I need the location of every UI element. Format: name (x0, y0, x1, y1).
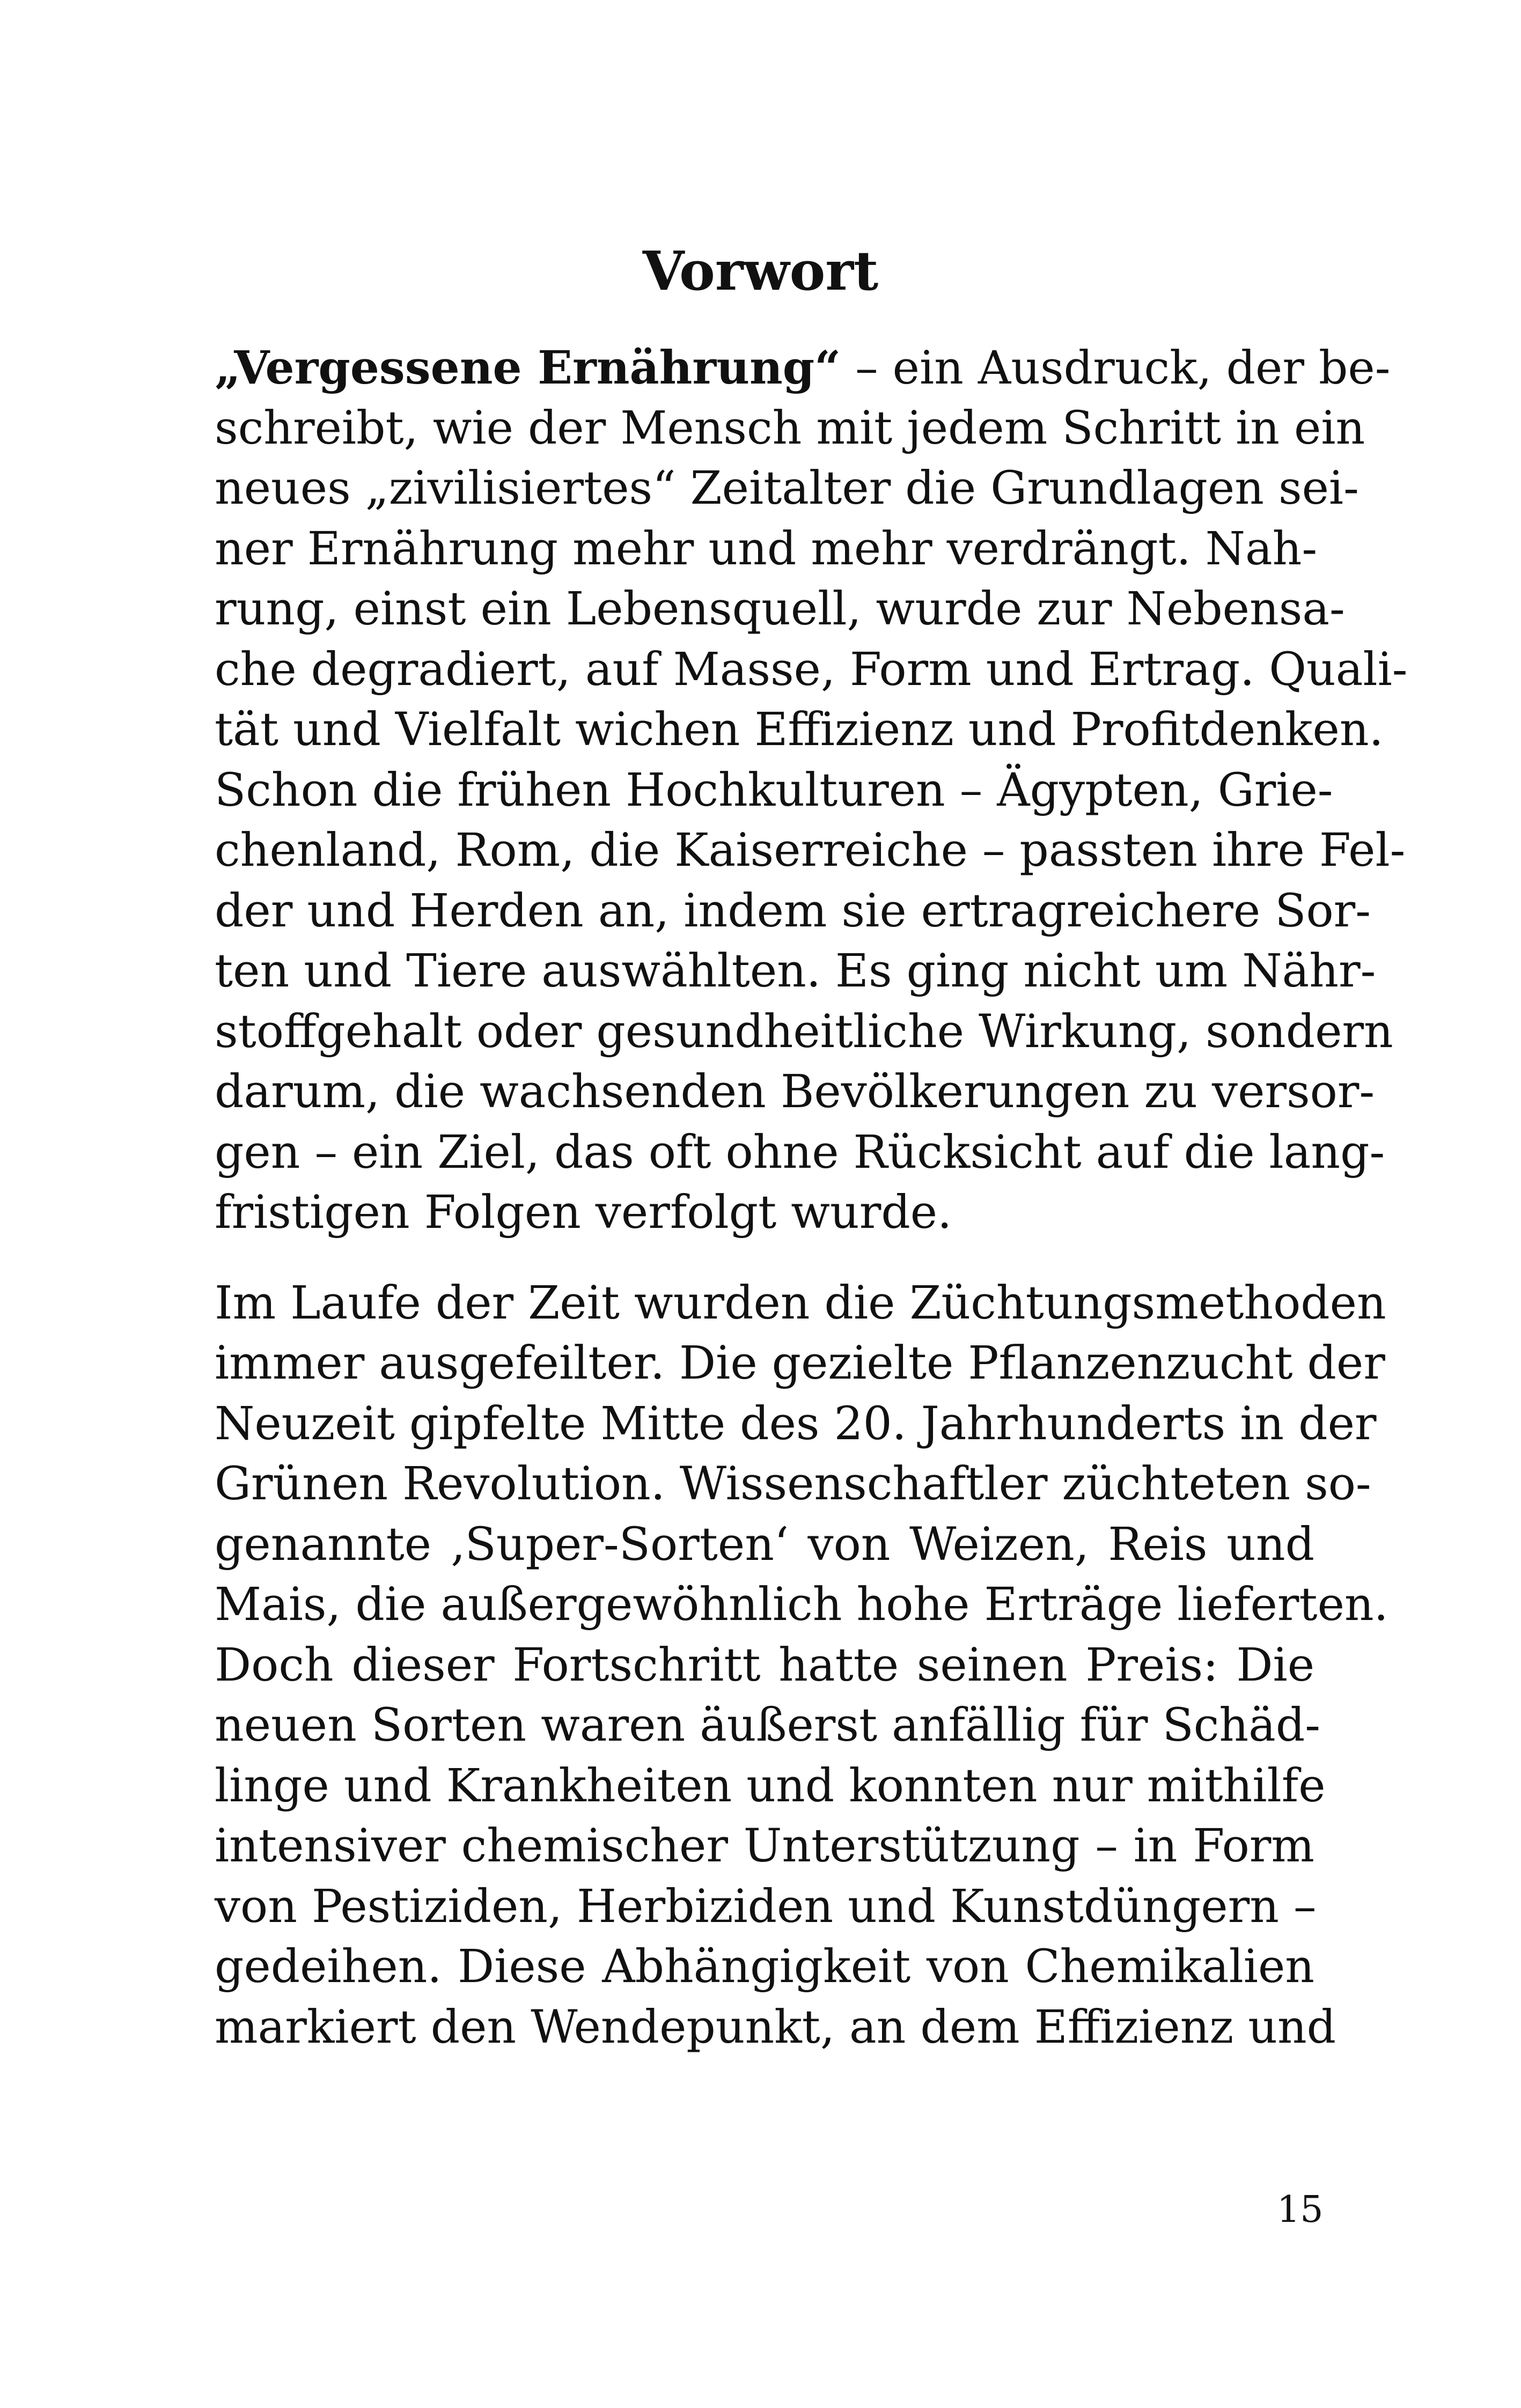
text-line: markiert den Wendepunkt, an dem Effizienz und (215, 2000, 1336, 2054)
text-line: ten und Tiere auswählten. Es ging nicht um Nähr- (215, 945, 1376, 998)
text-line: Mais, die außergewöhnlich hohe Erträge lieferten. (215, 1578, 1388, 1631)
text-line: ner Ernährung mehr und mehr verdrängt. Nah- (215, 522, 1318, 576)
body-text (215, 338, 1408, 2088)
text-line: gedeihen. Diese Abhängigkeit von Chemikalien (215, 1940, 1314, 1993)
text-line: che degradiert, auf Masse, Form und Ertrag. Quali- (215, 643, 1408, 696)
text-line: neuen Sorten waren äußerst anfällig für Schäd- (215, 1699, 1320, 1752)
text-line: Grünen Revolution. Wissenschaftler züchteten so- (215, 1457, 1371, 1511)
paragraph-2 (215, 1273, 1388, 2058)
text-line: chenland, Rom, die Kaiserreiche – passten ihre Fel- (215, 824, 1406, 877)
text-line: fristigen Folgen verfolgt wurde. (215, 1186, 952, 1239)
text-line: Doch dieser Fortschritt hatte seinen Preis: Die (215, 1638, 1314, 1692)
text-line: Schon die frühen Hochkulturen – Ägypten, Grie- (215, 763, 1333, 817)
text-line: von Pestiziden, Herbiziden und Kunstdüngern – (215, 1880, 1317, 1933)
text-line: stoffgehalt oder gesundheitliche Wirkung, sondern (215, 1005, 1393, 1058)
text-line: darum, die wachsenden Bevölkerungen zu versor- (215, 1065, 1375, 1118)
text-line: tät und Vielfalt wichen Effizienz und Profitdenken. (215, 703, 1384, 756)
text-line-rest: – ein Ausdruck, der be- (841, 342, 1391, 395)
lead-term: „Vergessene Ernährung“ (215, 341, 841, 395)
text-line: immer ausgefeilter. Die gezielte Pflanzenzucht der (215, 1337, 1385, 1390)
paragraph-1 (215, 338, 1408, 1243)
page-number: 15 (1277, 2189, 1324, 2231)
text-line: der und Herden an, indem sie ertragreichere Sor- (215, 884, 1371, 938)
text-line (215, 338, 1391, 399)
text-line: schreibt, wie der Mensch mit jedem Schritt in ein (215, 401, 1365, 455)
text-line: intensiver chemischer Unterstützung – in Form (215, 1820, 1314, 1873)
text-line: linge und Krankheiten und konnten nur mithilfe (215, 1759, 1326, 1813)
text-line: Im Laufe der Zeit wurden die Züchtungsmethoden (215, 1276, 1386, 1330)
text-line: neues „zivilisiertes“ Zeitalter die Grundlagen sei- (215, 462, 1359, 515)
page-title: Vorwort (642, 239, 879, 303)
text-line: Neuzeit gipfelte Mitte des 20. Jahrhunderts in der (215, 1397, 1377, 1450)
text-line: gen – ein Ziel, das oft ohne Rücksicht auf die lang- (215, 1125, 1385, 1179)
text-line: rung, einst ein Lebensquell, wurde zur Nebensa- (215, 583, 1345, 636)
text-line: genannte ‚Super-Sorten‘ von Weizen, Reis und (215, 1518, 1314, 1571)
